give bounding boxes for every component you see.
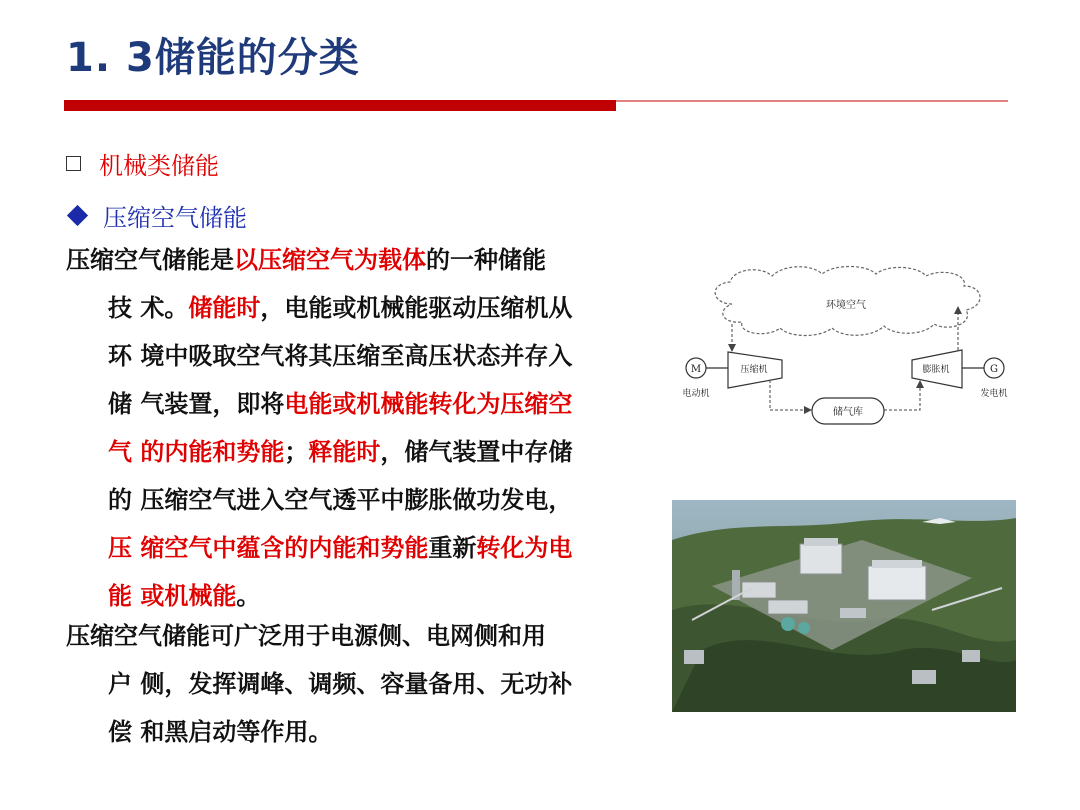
text-segment: 的一种储能: [426, 245, 546, 274]
text-segment: 环 境中吸取空气将其压缩至高压状态并存入: [108, 341, 573, 370]
caes-process-diagram: [672, 262, 1020, 454]
text-line: [66, 380, 572, 428]
text-segment: 技 术。: [108, 293, 189, 322]
text-line: [66, 236, 572, 284]
text-segment: ，储气装置中存储: [380, 437, 573, 466]
paragraph-applications: [66, 612, 572, 756]
generator-symbol: G: [990, 364, 998, 375]
flow-from-storage: [884, 386, 920, 410]
text-segment: ，电能或机械能驱动压缩机从: [260, 293, 573, 322]
text-segment: 。: [236, 581, 261, 610]
highlighted-text: 以压缩空气为载体: [234, 245, 426, 274]
motor-symbol: M: [690, 364, 702, 375]
text-segment: 的 压缩空气进入空气透平中膨胀做功发电，: [108, 485, 573, 514]
text-line: [66, 428, 572, 476]
section-heading-label: 机械类储能: [99, 152, 219, 180]
text-segment: ；: [284, 437, 309, 466]
motor-label: 电动机: [682, 389, 710, 399]
highlighted-text: 能 或机械能: [108, 581, 237, 610]
highlighted-text: 电能或机械能转化为压缩空: [284, 389, 573, 418]
square-bullet-icon: [66, 156, 81, 171]
cloud-label: 环境空气: [826, 300, 866, 311]
arrow-head: [804, 406, 812, 414]
subsection-heading-label: 压缩空气储能: [103, 204, 247, 232]
flow-to-storage: [770, 380, 806, 410]
text-line: 偿 和黑启动等作用。: [108, 717, 333, 746]
text-line: 压缩空气储能可广泛用于电源侧、电网侧和用: [66, 621, 546, 650]
text-line: 户 侧，发挥调峰、调频、容量备用、无功补: [108, 669, 573, 698]
arrow-head: [728, 344, 736, 352]
text-segment: 储 气装置，即将: [108, 389, 285, 418]
text-line: [66, 524, 572, 572]
highlighted-text: 释能时: [308, 437, 381, 466]
text-segment: 压缩空气储能是: [66, 245, 234, 274]
paragraph-definition: [66, 236, 572, 620]
highlighted-text: 储能时: [188, 293, 261, 322]
section-heading: [66, 146, 219, 181]
highlighted-text: 压 缩空气中蕴含的内能和势能: [108, 533, 429, 562]
text-line: [66, 284, 572, 332]
arrow-head: [916, 380, 924, 388]
compressor-label: 压缩机: [740, 365, 768, 375]
diamond-bullet-icon: [67, 205, 88, 226]
expander-label: 膨胀机: [922, 365, 950, 375]
subsection-heading: [66, 198, 247, 233]
page-title: 1. 3储能的分类: [66, 35, 360, 81]
text-line: [66, 332, 572, 380]
title-underline-thick: [64, 100, 616, 111]
storage-label: 储气库: [833, 407, 863, 418]
title-underline-thin: [616, 100, 1008, 102]
text-line: [66, 476, 572, 524]
generator-label: 发电机: [980, 389, 1008, 399]
text-segment: 重新: [428, 533, 477, 562]
highlighted-text: 转化为电: [476, 533, 573, 562]
highlighted-text: 气 的内能和势能: [108, 437, 285, 466]
caes-plant-aerial-photo: [672, 500, 1016, 712]
